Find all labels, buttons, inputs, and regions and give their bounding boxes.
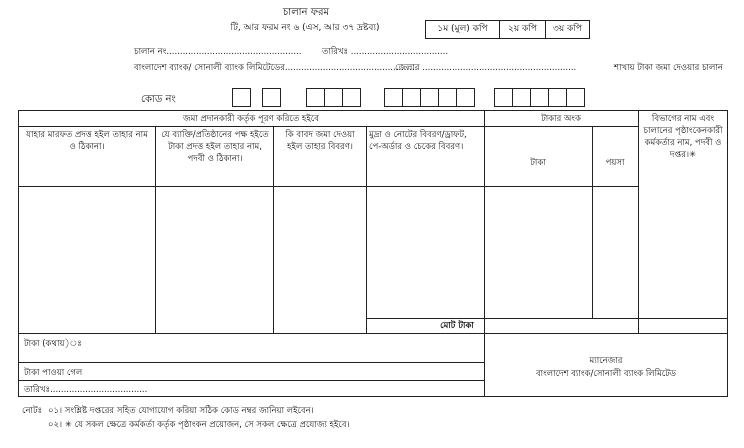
- date-field: তারিখঃ ....................................: [322, 47, 449, 57]
- deposit-challan-label: শাখায় টাকা জমা দেওয়ার চালান: [614, 63, 723, 73]
- code-box-8: [420, 88, 439, 107]
- body-bottom-divider: [18, 333, 728, 334]
- copy-second: ২য় কপি: [499, 20, 546, 39]
- received-divider: [18, 362, 484, 363]
- code-box-11: [494, 88, 513, 107]
- code-box-13: [530, 88, 549, 107]
- group-header-divider: [18, 126, 638, 127]
- notes-label: নোটঃ: [22, 406, 43, 416]
- footer-date: তারিখঃ....................................: [24, 385, 148, 395]
- column-header-divider: [18, 186, 638, 187]
- code-box-3: [306, 88, 325, 107]
- code-box-15: [566, 88, 585, 107]
- bank-branch-field: বাংলাদেশ ব্যাংক/ সোনালী ব্যাংক লিমিটেডের.................................................: [134, 63, 418, 73]
- manager-label: ম্যানেজার: [589, 356, 623, 366]
- copy-original: ১ম (মুল) কপি: [425, 20, 500, 39]
- challan-table: [18, 110, 728, 397]
- col-divider-3: [366, 126, 367, 333]
- challan-no-field: চালান নং..................................................: [134, 47, 302, 57]
- col-depositor-name: যাহার মারফত প্রদত্ত হইল তাহার নাম ও ঠিকানা।: [26, 130, 148, 152]
- col-payer-entity: যে ব্যাক্তি/প্রতিষ্ঠানের পক্ষ হইতে টাকা প্রদত্ত হইল তাহার নাম, পদবী ও ঠিকানা।: [161, 130, 269, 164]
- depositor-group-header: জমা প্রদানকারী কর্তৃক পূরণ করিতে হইবে: [183, 114, 319, 124]
- taka-received: টাকা পাওয়া গেল: [24, 368, 83, 378]
- manager-bank-name: বাংলাদেশ ব্যাংক/সোনালী ব্যাংক লিমিটেড: [535, 369, 677, 379]
- copy-third: ৩য় কপি: [545, 20, 590, 39]
- form-title: চালান ফরম: [282, 7, 330, 18]
- col-instrument-details: মুদ্রা ও নোটের বিবরণ/ড্রাফট, পে-অর্ডার ও চেকের বিবরণ।: [369, 130, 467, 152]
- col-divider-6: [638, 110, 639, 333]
- code-box-1: [232, 88, 251, 107]
- code-box-6: [384, 88, 403, 107]
- note-1: ০১। সংশ্লিষ্ট দপ্তরের সহিত যোগাযোগ করিয়া সঠিক কোড নম্বর জানিয়া লইবেন।: [48, 406, 314, 416]
- total-row-divider: [366, 318, 728, 319]
- col-divider-5: [592, 126, 593, 318]
- code-box-4: [324, 88, 343, 107]
- taka-in-words: টাকা (কথায়)ঃ: [24, 339, 82, 349]
- col-taka: টাকা: [530, 158, 546, 168]
- col-purpose: কি বাবদ জমা দেওয়া হইল তাহার বিবরণ।: [285, 130, 355, 152]
- form-subtitle: টি, আর ফরম নং ৬ (এস, আর ৩৭ দ্রষ্টব্য): [230, 23, 380, 33]
- code-box-12: [512, 88, 531, 107]
- district-field: জেলার .........................................................: [395, 63, 577, 73]
- code-box-14: [548, 88, 567, 107]
- code-box-7: [402, 88, 421, 107]
- col-divider-2: [273, 126, 274, 333]
- code-box-5: [342, 88, 361, 107]
- amount-header: টাকার অংক: [541, 114, 581, 124]
- total-taka-label: মোট টাকা: [440, 321, 474, 331]
- col-divider-1: [155, 126, 156, 333]
- code-box-2: [262, 88, 281, 107]
- code-box-9: [438, 88, 457, 107]
- note-2: ০২। ✳ যে সকল ক্ষেত্রে কর্মকর্তা কর্তৃক পৃষ্ঠাংকন প্রয়োজন, সে সকল ক্ষেত্রে প্রযোজ্য হইবে।: [48, 420, 350, 430]
- col-divider-4: [484, 110, 485, 397]
- date-divider: [18, 380, 484, 381]
- col-department-officer: বিভাগের নাম এবং চালানের পৃষ্ঠাংকেনকারী কর্মকর্তার নাম, পদবী ও দপ্তর।✳: [643, 114, 723, 160]
- code-label: কোড নং: [141, 94, 176, 105]
- code-box-10: [456, 88, 475, 107]
- col-poisha: পয়সা: [605, 158, 625, 168]
